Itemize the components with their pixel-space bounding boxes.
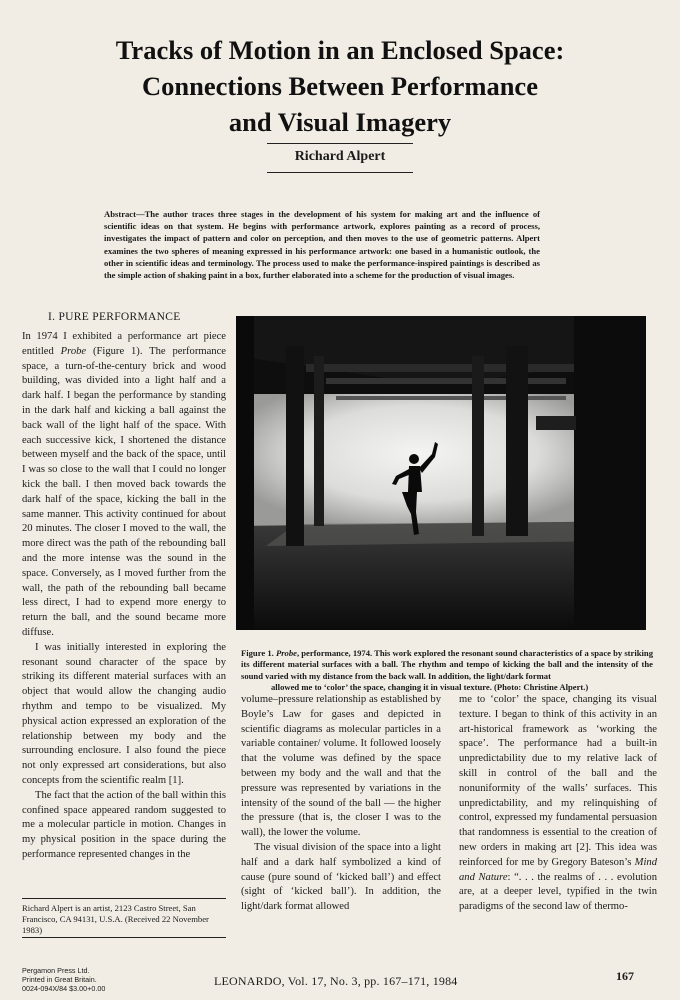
affiliation-rule-top <box>22 898 226 899</box>
book-title: Mind and Nature <box>459 856 657 883</box>
title-line: Connections Between Performance <box>142 71 538 101</box>
paragraph: volume–pressure relationship as established by Boyle’s Law for gases and depicted in scientific diagrams as molecular particles in a variable container/ volume. It followed loosely that the volume was defined by the space between my body and the wall and that the pressure was represented by variations in the intensity of the sound of the ball — the higher the pressure (that is, the closer I was to the wall), the lower the volume. <box>241 694 441 839</box>
author-name: Richard Alpert <box>294 149 386 164</box>
journal-citation: LEONARDO, Vol. 17, No. 3, pp. 167–171, 1984 <box>214 974 458 988</box>
author-rule-bottom <box>267 172 413 173</box>
paragraph: me to ‘color’ the space, changing its visual texture. I began to think of this activity in an art-historical framework as ‘working the space’. The performance had a built-in unpredictability due to my relative lack of skill in control of the ball and the nonuniformity of the walls’ surfaces. This unpredictability, and my relinquishing of control, expressed my fundamental persuasion that randomness is essential to the creation of new orders in making art [2]. This idea was reinforced for me by Gregory Bateson’s Mind and Nature: “. . . the realms of . . . evolution are, at a deeper level, typified in the twin paradigms of the second law of thermo- <box>459 694 658 913</box>
article-title <box>40 32 640 140</box>
performance-photo <box>236 316 646 630</box>
paragraph: I was initially interested in exploring the resonant sound character of the space by striking its different material surfaces with an object that would allow the changing audio rhythm and tempo to be visualized. My physical action expressed an exploration of the relationship between my body and the surrounding enclosure. I also found the piece not only expressed art considerations, but also concepts from the scientific realm [1]. <box>22 641 226 786</box>
title-line: Tracks of Motion in an Enclosed Space: <box>115 35 565 65</box>
paragraph: In 1974 I exhibited a performance art piece entitled Probe (Figure 1). The performance space, a turn-of-the-century brick and wood building, was divided into a light half and a dark half. I began the performance by standing in the dark half and kicking a ball against the back wall of the light half of the space. With each successive kick, I shortened the distance between myself and the back of the space, until I was so close to the wall that I could no longer kick the ball. I then moved back towards the dark half of the space, kicking the ball in the same manner. This activity continued for about 20 minutes. The closer I moved to the wall, the more direct was the path of the rebounding ball and the more intense was the sound in the space. Conversely, as I moved further from the wall, the path of the rebounding ball became less direct, I had to expend more energy to return the ball, and the sound became more diffuse. <box>22 331 226 638</box>
author-affiliation: Richard Alpert is an artist, 2123 Castro Street, San Francisco, CA 94131, U.S.A. (Received 22 November 1983) <box>22 903 209 936</box>
figure-title: Probe <box>275 648 297 658</box>
figure-label: Figure 1. <box>241 648 274 658</box>
author-rule-top <box>267 143 413 144</box>
publisher-info: Pergamon Press Ltd. Printed in Great Britain. 0024-094X/84 $3.00+0.00 <box>22 966 106 993</box>
affiliation-rule-bottom <box>22 937 226 938</box>
text-column-3 <box>459 693 657 915</box>
paragraph: The visual division of the space into a light half and a dark half symbolized a kind of cause (pure sound of ‘kicked ball’) and effect (sight of ‘kicked ball’). In addition, the light/dark format allowed <box>241 841 441 913</box>
abstract: Abstract—The author traces three stages in the development of his system for making art and the influence of scientific ideas on that system. He begins with performance artwork, explores painting as a record of process, investigates the impact of pattern and color on perception, and then moves to the use of geometric patterns. Alpert examines the two spheres of meaning expressed in his performance artwork: one based in a humanistic outlook, the other in scientific ideas and terminology. The process used to make the performance-inspired paintings is described as the simple action of shaking paint in a box, further elaborated into a scheme for the production of visual images. <box>104 209 540 281</box>
paragraph: The fact that the action of the ball within this confined space appeared random suggested to me a molecular particle in motion. Changes in my physical position in the space during the performance represented changes in the <box>22 789 226 860</box>
title-line: and Visual Imagery <box>228 107 452 137</box>
text-column-2 <box>241 693 441 915</box>
work-title: Probe <box>60 345 87 357</box>
section-heading: I. PURE PERFORMANCE <box>48 311 181 323</box>
figure-1-photo <box>236 316 646 630</box>
figure-caption: Figure 1. Probe, performance, 1974. This work explored the resonant sound characteristics of a space by striking its different material surfaces with a ball. The rhythm and tempo of kicking the ball and the intensity of the sound varied with my distance from the back wall. In addition, the light/dark format allowed me to ‘color’ the space, changing it in visual texture. (Photo: Christine Alpert.) <box>241 648 653 693</box>
page-number: 167 <box>616 969 634 983</box>
text-column-1 <box>22 330 226 863</box>
